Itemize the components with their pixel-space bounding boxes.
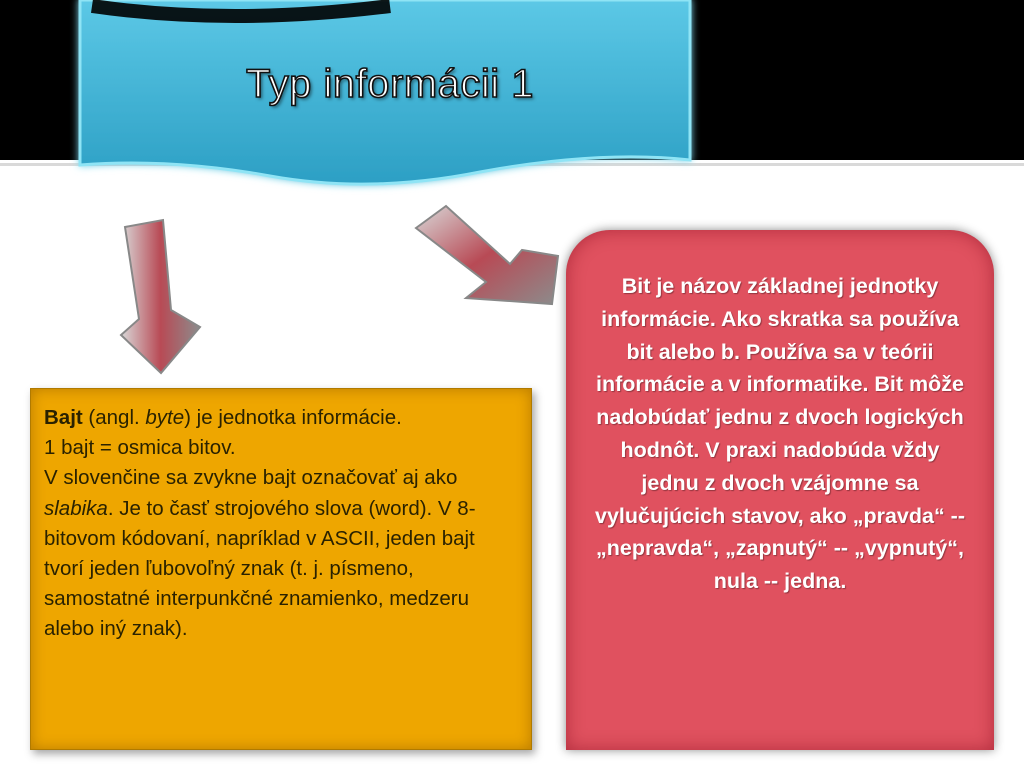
byte-text-3a: V slovenčine sa zvykne bajt označovať aj ako	[44, 466, 458, 490]
byte-italic-3: slabika	[44, 496, 108, 520]
arrow-diagonal-icon	[410, 200, 570, 320]
byte-text-1b: ) je jednotka informácie.	[184, 406, 402, 429]
bit-definition-box	[566, 230, 994, 750]
byte-paragraph-1	[44, 403, 515, 433]
arrow-down-icon	[115, 215, 215, 385]
byte-text-1a: (angl.	[82, 406, 146, 429]
byte-definition-box	[30, 388, 532, 750]
slide-title: Typ informácii 1	[245, 62, 535, 106]
byte-paragraph-2: 1 bajt = osmica bitov.	[44, 436, 236, 460]
byte-paragraph-3	[44, 463, 515, 644]
byte-term: Bajt	[44, 406, 83, 429]
byte-text-3b: . Je to časť strojového slova (word). V 8-bitovom kódovaní, napríklad v ASCII, jeden bajt tvorí jeden ľubovoľný znak (t. j. písmeno, samostatné interpunkčné znamienko, medzeru alebo iný znak).	[44, 496, 476, 641]
byte-italic-1: byte	[145, 406, 185, 429]
bit-definition-text: Bit je názov základnej jednotky informácie. Ako skratka sa používa bit alebo b. Používa sa v teórii informácie a v informatike. Bit môže nadobúdať jednu z dvoch logických hodnôt. V praxi nadobúda vždy jednu z dvoch vzájomne sa vylučujúcich stavov, ako „pravda“ -- „nepravda“, „zapnutý“ -- „vypnutý“, nula -- jedna.	[594, 274, 965, 594]
